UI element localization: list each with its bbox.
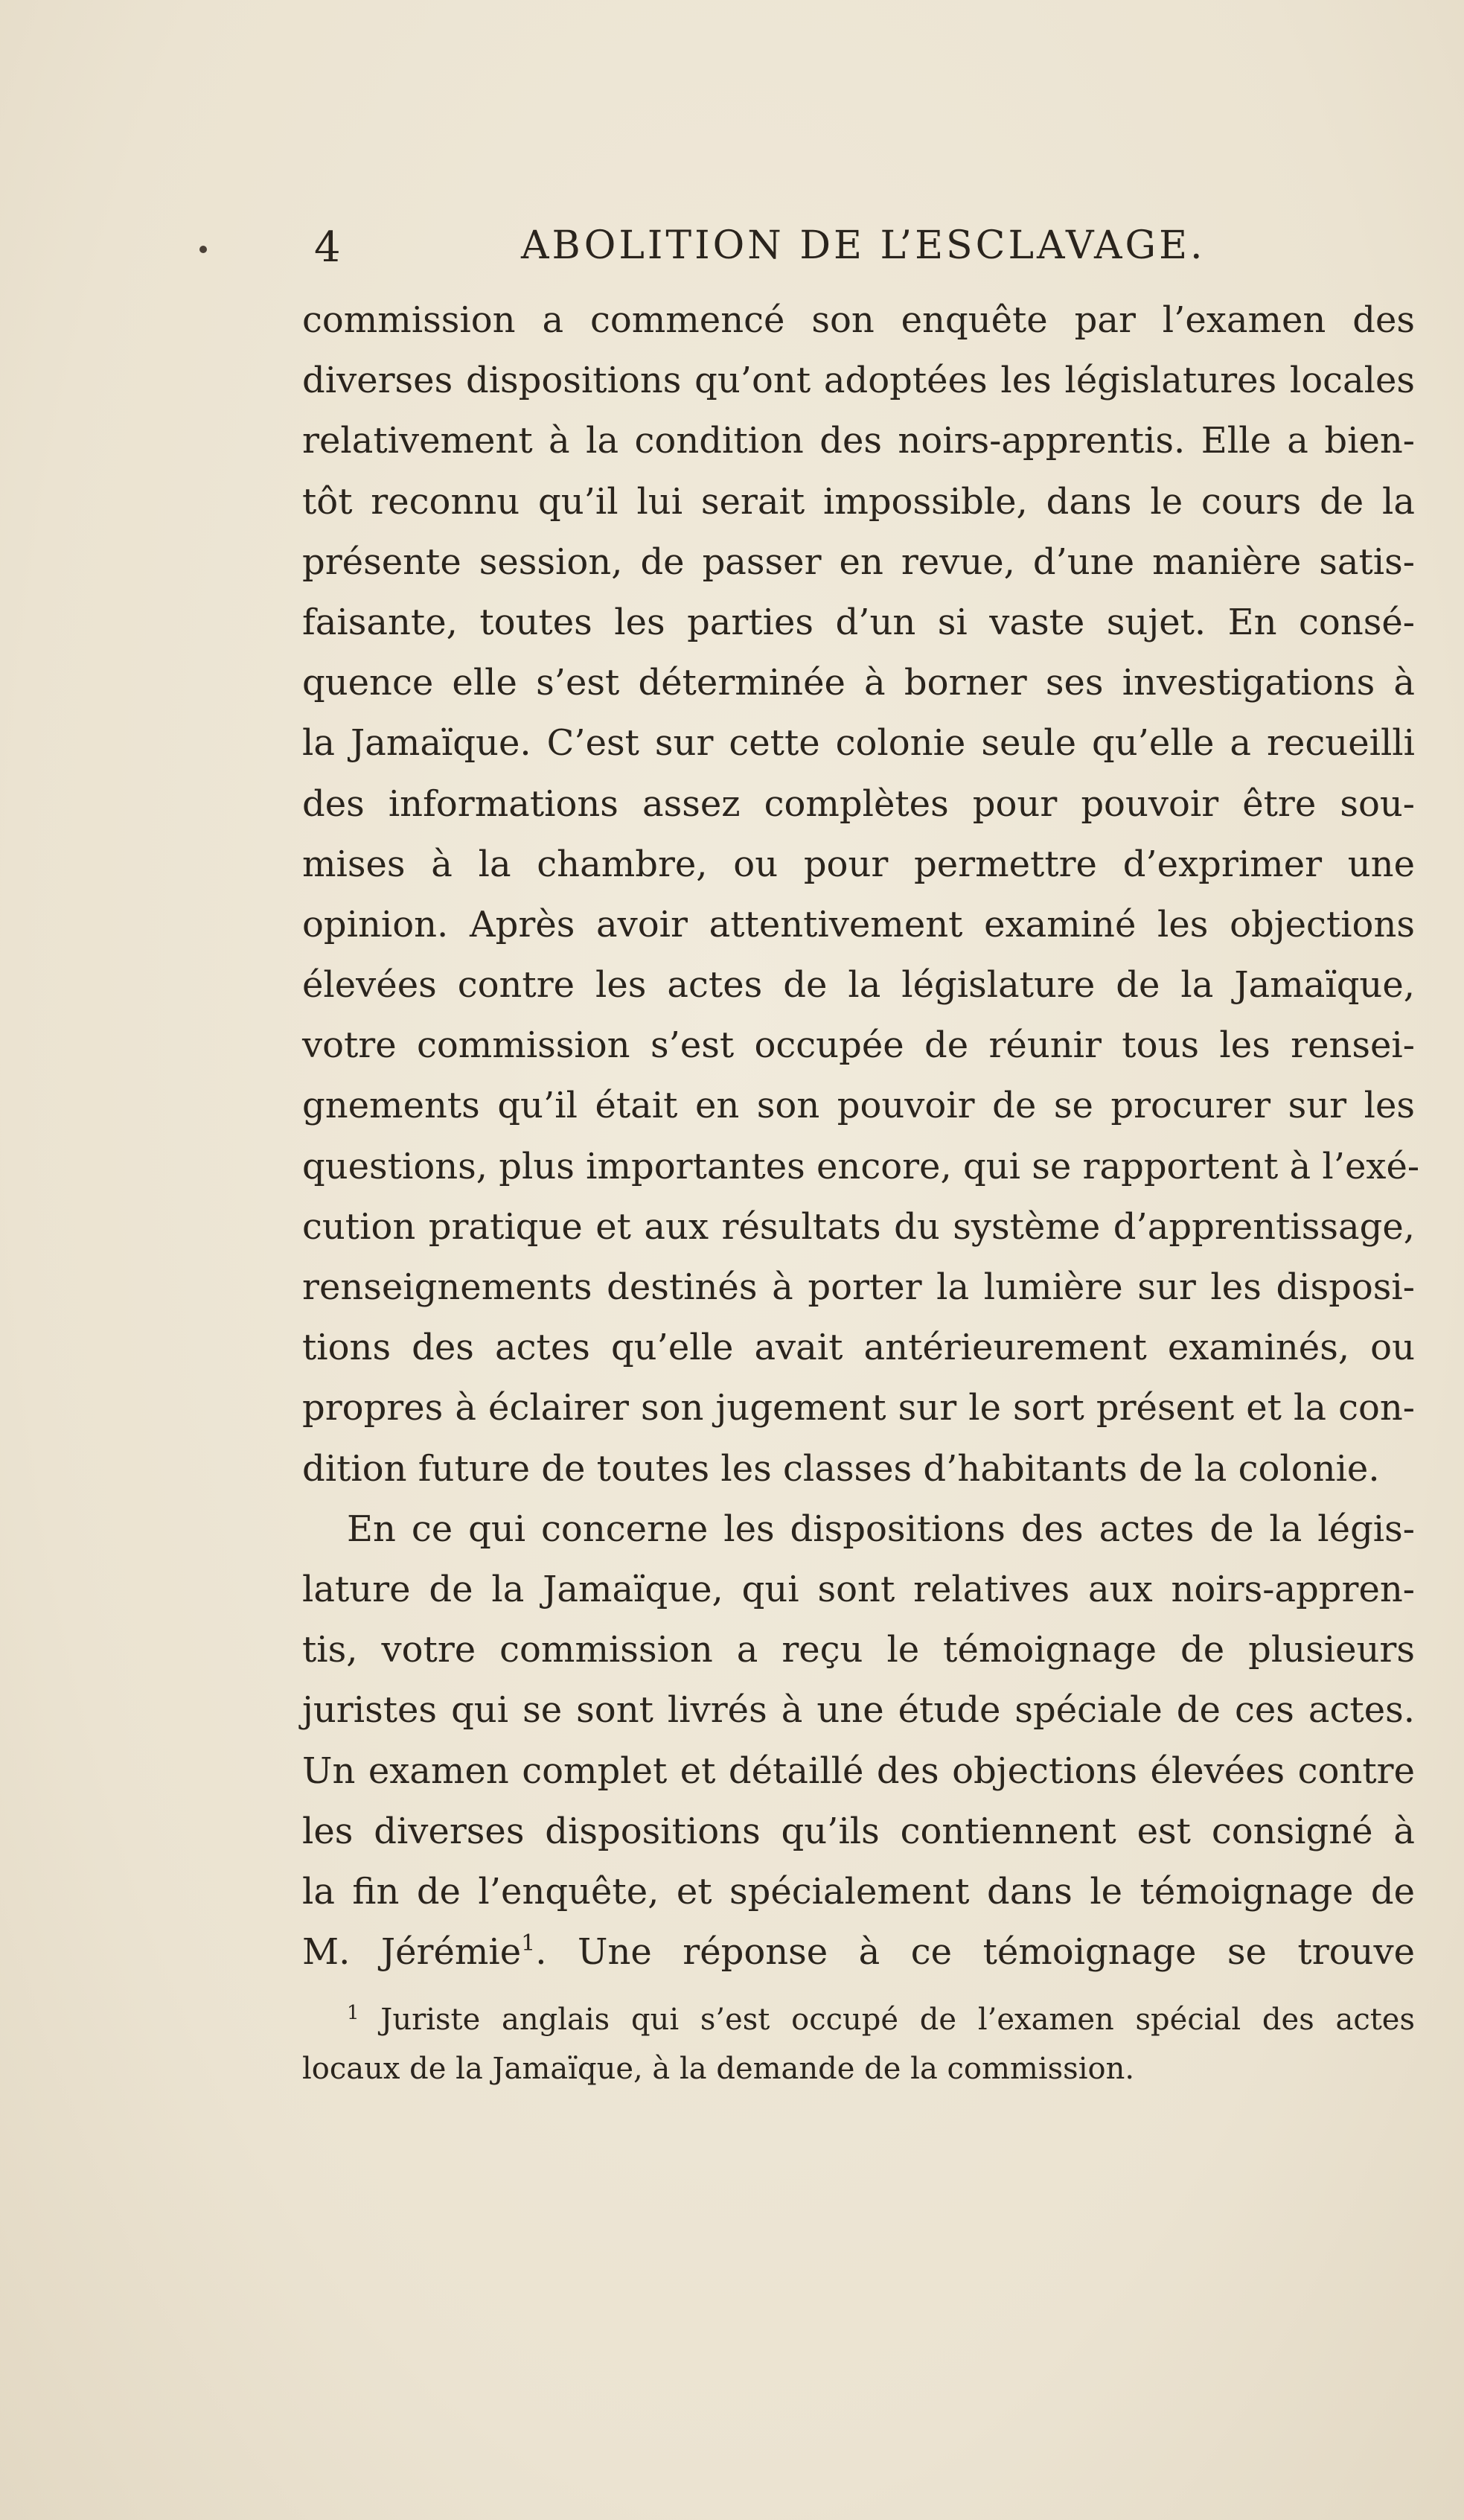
footnote-marker: 1 <box>347 2002 359 2024</box>
text-line: cution pratique et aux résultats du système d’apprentissage, <box>302 1205 1415 1248</box>
text-line: renseignements destinés à porter la lumière sur les disposi- <box>302 1266 1415 1308</box>
text-line: la Jamaïque. C’est sur cette colonie seule qu’elle a recueilli <box>302 722 1415 765</box>
text-line: dition future de toutes les classes d’habitants de la colonie. <box>302 1447 1380 1490</box>
text-line: votre commission s’est occupée de réunir tous les rensei- <box>302 1024 1415 1067</box>
text-line: tis, votre commission a reçu le témoignage de plusieurs <box>302 1629 1415 1671</box>
footnote-line <box>302 1995 1415 2044</box>
text-line: faisante, toutes les parties d’un si vaste sujet. En consé- <box>302 601 1415 643</box>
text-line: la fin de l’enquête, et spécialement dans le témoignage de <box>302 1870 1415 1913</box>
text-line: questions, plus importantes encore, qui se rapportent à l’exé- <box>302 1145 1420 1187</box>
margin-mark <box>199 246 207 253</box>
text-line: tôt reconnu qu’il lui serait impossible, dans le cours de la <box>302 480 1415 523</box>
text-line: gnements qu’il était en son pouvoir de se procurer sur les <box>302 1085 1415 1127</box>
text-fragment: M. Jérémie <box>302 1931 522 1974</box>
text-line <box>302 1922 1415 1982</box>
text-line: tions des actes qu’elle avait antérieurement examinés, ou <box>302 1327 1415 1369</box>
text-line: lature de la Jamaïque, qui sont relatives aux noirs-appren- <box>302 1568 1415 1610</box>
text-line: propres à éclairer son jugement sur le sort présent et la con- <box>302 1387 1415 1429</box>
text-line: juristes qui se sont livrés à une étude spéciale de ces actes. <box>302 1689 1415 1732</box>
text-line: élevées contre les actes de la législature de la Jamaïque, <box>302 964 1415 1007</box>
body-text <box>302 290 1420 1982</box>
footnote-text: Juriste anglais qui s’est occupé de l’examen spécial des actes <box>380 2003 1415 2037</box>
footnote-reference: 1 <box>521 1930 536 1957</box>
footnote <box>302 1995 1415 2093</box>
text-line: présente session, de passer en revue, d’une manière satis- <box>302 540 1415 583</box>
text-fragment: . Une réponse à ce témoignage se trouve <box>535 1931 1415 1974</box>
text-line: commission a commencé son enquête par l’examen des <box>302 299 1415 341</box>
page-number: 4 <box>314 223 341 272</box>
text-line: des informations assez complètes pour pouvoir être sou- <box>302 782 1415 825</box>
text-line: opinion. Après avoir attentivement examiné les objections <box>302 903 1415 945</box>
text-line: Un examen complet et détaillé des objections élevées contre <box>302 1749 1415 1792</box>
text-line: les diverses dispositions qu’ils contiennent est consigné à <box>302 1810 1415 1852</box>
running-head: ABOLITION DE L’ESCLAVAGE. <box>521 223 1206 268</box>
page-header <box>305 223 1414 283</box>
text-line: relativement à la condition des noirs-apprentis. Elle a bien- <box>302 420 1415 462</box>
text-line: mises à la chambre, ou pour permettre d’exprimer une <box>302 843 1415 885</box>
text-line: quence elle s’est déterminée à borner ses investigations à <box>302 662 1415 704</box>
footnote-line: locaux de la Jamaïque, à la demande de la commission. <box>302 2052 1135 2086</box>
text-line: diverses dispositions qu’ont adoptées les législatures locales <box>302 360 1415 402</box>
text-line: En ce qui concerne les dispositions des actes de la légis- <box>347 1508 1415 1550</box>
